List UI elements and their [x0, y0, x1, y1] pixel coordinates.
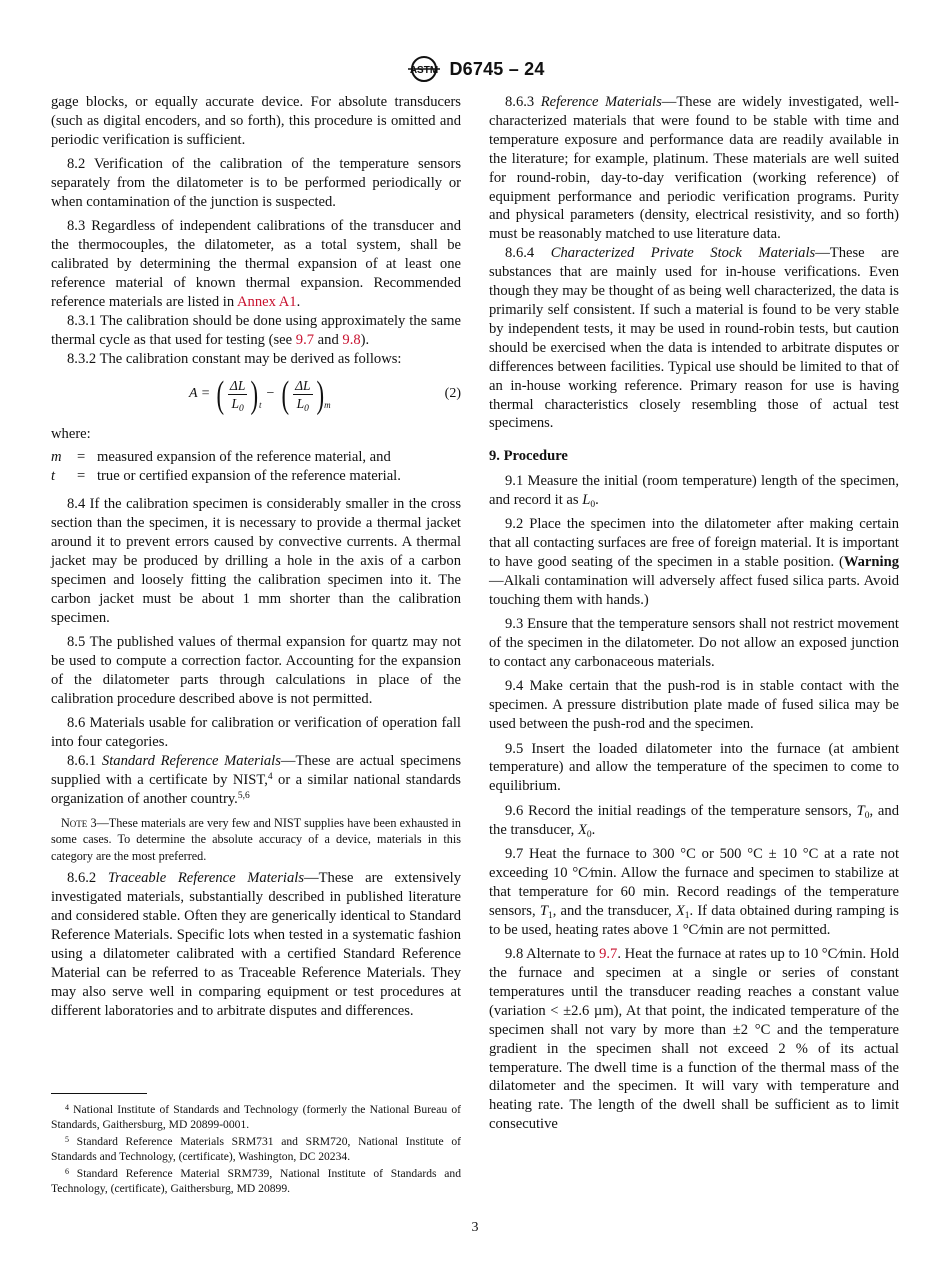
eq-lhs: A =: [189, 386, 211, 402]
para-9-8: 9.8 Alternate to 9.7. Heat the furnace at rates up to 10 °C⁄min. Hold the furnace and specimen at a single or series of constant temperatures until the transducer reading reaches a constant value (variation < ±2.6 µm), At that point, the indicated temperature of the specimen shall not vary by more than ±2 °C and the temperature gradient in the specimen shall not exceed 2 % of its actual temperature. The dwell time is a function of the thermal mass of the dilatometer and the specimen. It will vary with temperature and heating rate. The length of the dwell shall be sufficient as to limit consecutive: [489, 946, 900, 1133]
definition-list: [51, 448, 461, 486]
para-9-3: 9.3 Ensure that the temperature sensors shall not restrict movement of the specimen in the dilatometer. Do not allow an exposed junction to contact any carbonaceous materials.: [489, 616, 899, 670]
eq-num-m: ΔL: [295, 378, 311, 394]
document-id: D6745 – 24: [449, 58, 545, 79]
eq-minus: −: [266, 386, 275, 402]
left-column: [51, 93, 461, 1021]
definition-row: m = measured expansion of the reference material, and: [51, 448, 391, 465]
para-9-5: 9.5 Insert the loaded dilatometer into the furnace (at ambient temperature) and allow the temperature of the specimen to come to equilibrium.: [489, 740, 899, 795]
para-9-1: 9.1 Measure the initial (room temperature) length of the specimen, and record it as $L_0$.: [489, 472, 899, 510]
para-9-2: 9.2 Place the specimen into the dilatometer after making certain that all contacting surfaces are free of foreign material. It is important to have good seating of the specimen in a stable position. (Warning—Alkali contamination will adversely affect fused silica parts. Avoid touching them with hands.): [489, 516, 899, 608]
para-8-2: 8.2 Verification of the calibration of the temperature sensors separately from the dilatometer is to be performed periodically or when contamination of the junction is suspected.: [51, 156, 461, 211]
section-9-7-link[interactable]: 9.7: [295, 331, 315, 348]
equation-2: A = ( $\frac{\Delta L}{L_0}$ ) t − ( $\frac{\Delta L}{L_0}$ ) m (2): [189, 373, 461, 416]
page-number: 3: [471, 1220, 479, 1235]
footnote-4: $^4$ National Institute of Standards and Technology (formerly the National Bureau of Standards, Gaithersburg, MD 20899-0001.: [51, 1103, 461, 1132]
para-8-3-2: 8.3.2 The calibration constant may be derived as follows:: [67, 350, 402, 367]
footnote-ref-5-6: 5,6: [237, 791, 250, 801]
para-8-6-3: 8.6.3 Reference Materials—These are widely investigated, well-characterized materials that were found to be stable with time and temperature exposure and performance data are readily available in the literature; for example, platinum. These materials are well suited for round-robin, day-to-day verification (working reference) of equipment performance and periodic verification programs. Purity and physical parameters (density, electrical resistivity, and so forth) must be reasonably matched to use literature data.: [489, 94, 899, 243]
definition-row: t = true or certified expansion of the reference material.: [51, 467, 401, 484]
eq-sub-m: m: [324, 399, 331, 410]
section-9-7-link[interactable]: 9.7: [599, 946, 618, 963]
footnote-5: $^5$ Standard Reference Materials SRM731 and SRM720, National Institute of Standards and Technology, (certificate), Washington, DC 20234.: [51, 1134, 461, 1164]
note-3: Note 3—These materials are very few and NIST supplies have been exhausted in some cases. To determine the absolute accuracy of a device, materials in this category are the most preferred.: [51, 815, 461, 863]
footnotes: [51, 1102, 461, 1197]
footnote-divider: [51, 1093, 147, 1094]
para-8-3-1: 8.3.1 The calibration should be done using approximately the same thermal cycle as that used for testing (see 9.7 and 9.8).: [51, 312, 461, 348]
para-9-6: 9.6 Record the initial readings of the temperature sensors, $T_0$, and the transducer, $X_0$.: [489, 802, 899, 840]
para-8-4: 8.4 If the calibration specimen is considerably smaller in the cross section than the specimen, it is necessary to provide a thermal jacket around it to prevent errors caused by convective currents. A thermal jacket may be produced by drilling a hole in the axis of a carbon specimen and loosely fitting the calibration specimen into it. The carbon jacket must be about 1 mm shorter than the calibration specimen.: [51, 496, 461, 626]
section-9-8-link[interactable]: 9.8: [342, 331, 361, 348]
para-8-3: 8.3 Regardless of independent calibrations of the transducer and the thermocouples, the dilatometer, as a total system, shall be calibrated by determining the thermal expansion of at least one reference material of known thermal expansion. Recommended reference materials are listed in Annex A1.: [51, 218, 461, 311]
equation-number: (2): [444, 385, 461, 401]
para-continuation: gage blocks, or equally accurate device. For absolute transducers (such as digital encoders, and so forth), this procedure is omitted and periodic verification is sufficient.: [51, 94, 461, 148]
para-8-6-2: 8.6.2 Traceable Reference Materials—These are extensively investigated materials, substantially described in published literature and considered stable. Often they are generically identical to Standard Reference Materials. Specific lots when tested in a systematic fashion using a dilatometer calibrated with a certified Standard Reference Material can be referred to as Traceable Reference Materials. They may also serve well in comparing equipment or test procedures at different laboratories and to arbitrate disputes and differences.: [51, 870, 461, 1019]
para-8-6-1: 8.6.1 Standard Reference Materials—These are actual specimens supplied with a certificate by NIST,$^4$ or a similar national standards organization of another country.$^{5,6}$: [51, 753, 461, 807]
para-8-6: 8.6 Materials usable for calibration or verification of operation fall into four categories.: [51, 715, 461, 751]
eq-num-t: ΔL: [229, 378, 246, 394]
annex-a1-link[interactable]: Annex A1: [236, 294, 297, 311]
para-8-6-4: 8.6.4 Characterized Private Stock Materials—These are substances that are mainly used for in-house verifications. Even though they may be thought of as being well characterized, the data is primarily self consistent. If such a material is found to be very stable by independent tests, it may be used in round-robin tests, but caution should be exercised when the data is intended to arbitrate disputes or differences between facilities. Typical use should be limited to that of an in-house working reference. Primary reason for use is having thermal characteristics closely resembling those of actual test specimens.: [489, 245, 899, 432]
para-9-4: 9.4 Make certain that the push-rod is in stable contact with the specimen. A pressure distribution plate made of fused silica may be used between the push-rod and the specimen.: [489, 678, 899, 733]
page-header: [0, 56, 950, 82]
para-8-5: 8.5 The published values of thermal expansion for quartz may not be used to compute a correction factor. Accounting for the expansion of the dilatometer parts through calculations in place of the calibration procedure described above is not permitted.: [51, 634, 461, 707]
astm-logo-icon: [405, 56, 443, 82]
section-9-heading: 9. Procedure: [489, 448, 568, 465]
where-label: where:: [51, 425, 91, 442]
footnote-6: $^6$ Standard Reference Material SRM739, National Institute of Standards and Technology, (certificate), Gaithersburg, MD 20899.: [51, 1166, 461, 1196]
footnote-ref-4: 4: [267, 772, 273, 783]
astm-logo-text: ASTM: [410, 65, 439, 76]
eq-sub-t: t: [259, 399, 262, 410]
para-9-7: 9.7 Heat the furnace to 300 °C or 500 °C ± 10 °C at a rate not exceeding 10 °C⁄min. Allow the furnace and specimen to stabilize at that temperature for 60 min. Record readings of the temperature sensors, $T_1$, and the transducer, $X_1$. If data obtained during ramping is to be used, heating rates above 1 °C⁄min are not permitted.: [489, 846, 899, 938]
right-column: [489, 93, 899, 1134]
